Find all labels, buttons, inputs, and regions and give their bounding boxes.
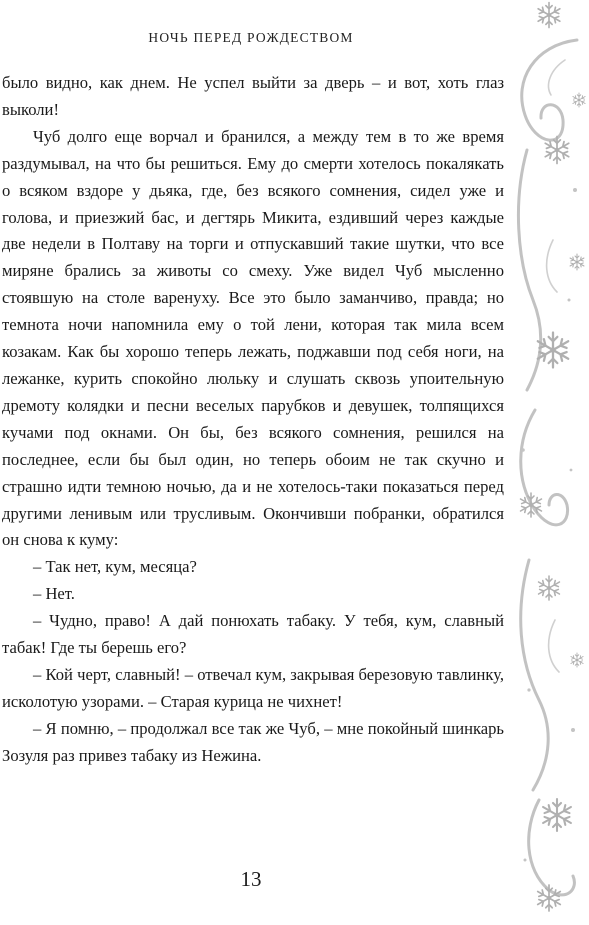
dialogue-line: – Я помню, – продолжал все так же Чуб, – мне покойный шинкарь Зозуля раз привез табаку из Нежина. bbox=[2, 718, 504, 765]
paragraph: Чуб долго еще ворчал и бранился, а между тем в то же время раздумывал, на что бы решиться. Ему до смерти хотелось покалякать о всяком вздоре у дьяка, где, без всякого сомнения, сидел уже и голова, и приезжий бас, и дегтярь Микита, ездивший через каждые две недели в Полтаву на торги и отпускавший такие шутки, что все миряне брались за животы со смеху. Уже видел Чуб мысленно стоявшую на столе варенуху. Все это было заманчиво, правда; но темнота ночи напомнила ему о той лени, которая так мила всем козакам. Как бы хорошо теперь лежать, поджавши под себя ноги, на лежанке, курить спокойно люльку и слушать сквозь упоительную дремоту колядки и песни веселых парубков и девушек, толпящихся кучами под окнами. Он бы, без всякого сомнения, решился на последнее, если бы был один, но теперь обоим не так скучно и страшно идти темною ночью, да и не хотелось-таки показаться перед другими ленивым или трусливым. Окончивши побранки, обратился он снова к куму: bbox=[2, 126, 504, 550]
snowflake-icon bbox=[538, 885, 561, 911]
snowflake-icon bbox=[538, 333, 568, 368]
page-number: 13 bbox=[240, 867, 262, 891]
running-head: НОЧЬ ПЕРЕД РОЖДЕСТВОМ bbox=[148, 30, 354, 45]
snowflake-icon bbox=[573, 93, 585, 107]
snowflake-icon bbox=[570, 254, 584, 270]
dialogue-line: – Чудно, право! А дай понюхать табаку. У тебя, кум, славный табак! Где ты берешь его? bbox=[2, 611, 504, 658]
decorative-border bbox=[505, 0, 589, 925]
paragraph: было видно, как днем. Не успел выйти за дверь – и вот, хоть глаз выколи! bbox=[2, 73, 504, 119]
dialogue-line: – Нет. bbox=[33, 584, 75, 604]
snowflake-icon bbox=[571, 653, 583, 667]
dialogue-line: – Кой черт, славный! – отвечал кум, закрывая березовую тавлинку, исколотую узорами. – Старая курица не чихнет! bbox=[2, 664, 504, 711]
snowflake-icon bbox=[538, 3, 560, 28]
swirl-ornament bbox=[518, 40, 577, 895]
snowflake-icon bbox=[543, 799, 571, 831]
dialogue-line: – Так нет, кум, месяца? bbox=[33, 557, 197, 577]
body-text bbox=[2, 70, 504, 770]
snowflake-icon bbox=[539, 576, 560, 600]
